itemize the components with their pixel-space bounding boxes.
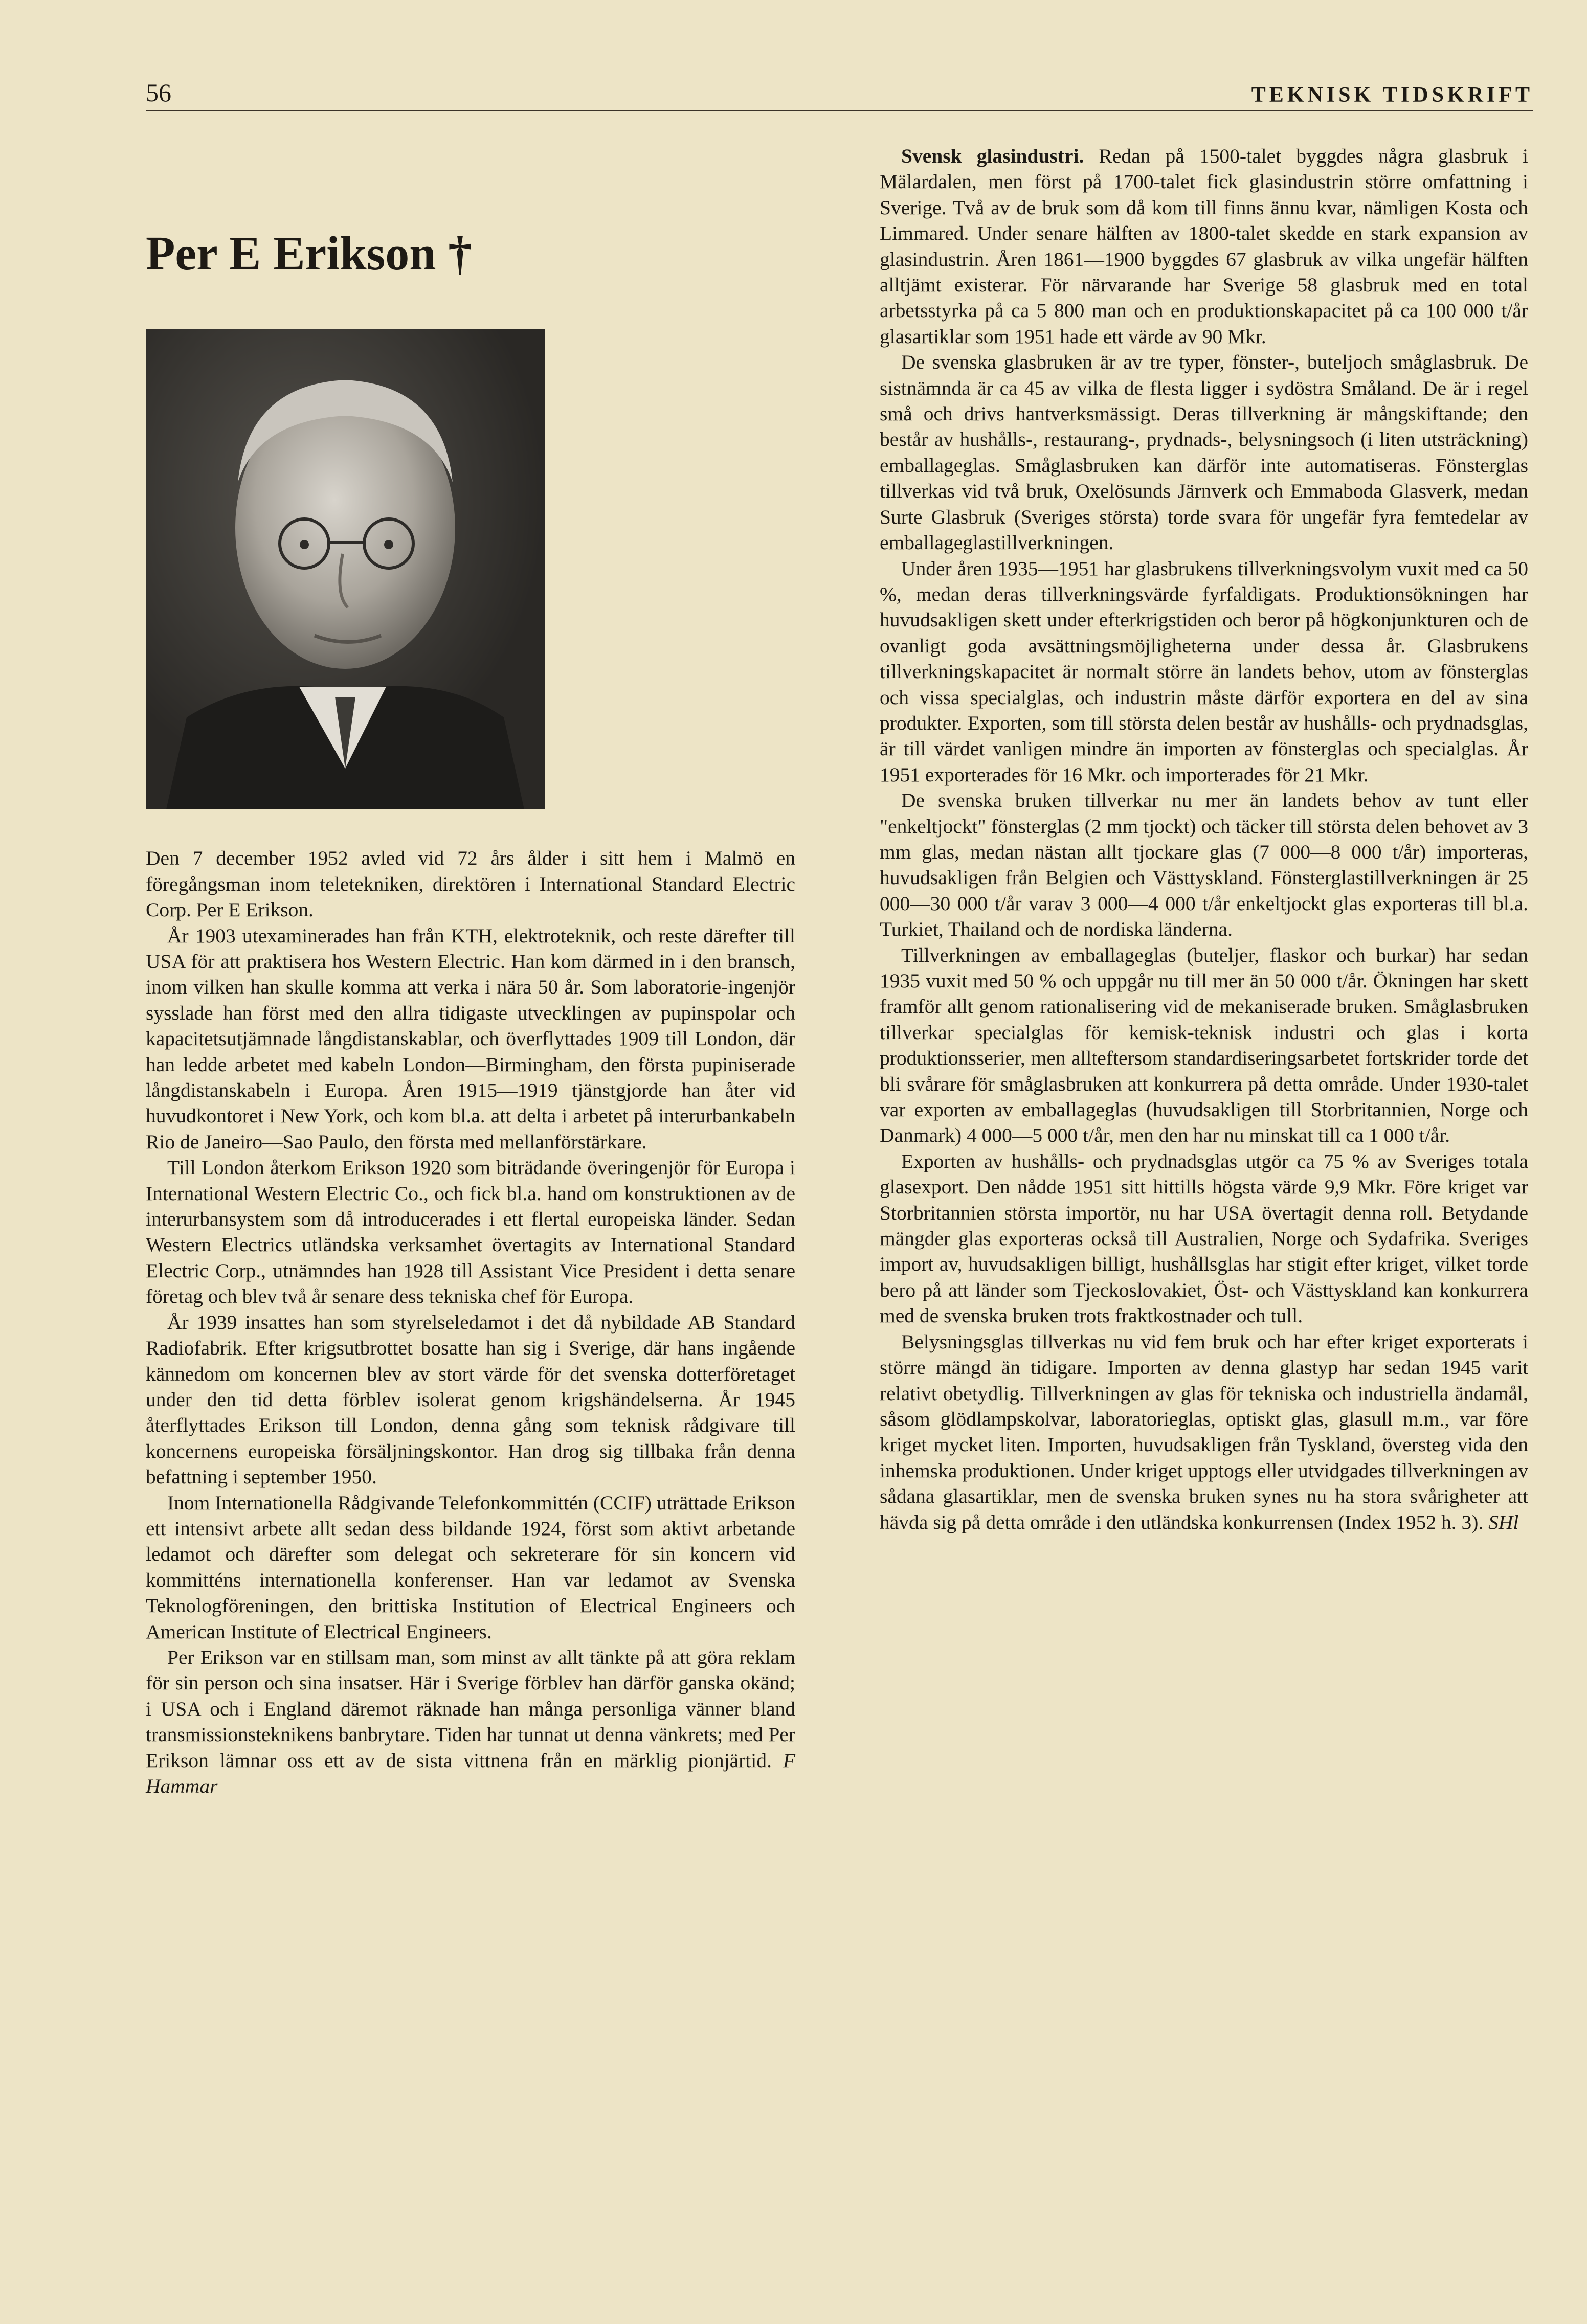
portrait-photo <box>146 329 545 809</box>
obituary-signature: F Hammar <box>146 1749 796 1798</box>
obituary-paragraph: Per Erikson var en stillsam man, som minst av allt tänkte på att göra reklam för sin person och sina insatser. Här i Sverige förblev han därför ganska okänd; i USA och i England däremot räknade han många personliga vänner bland transmissionsteknikens banbrytare. Tiden har tunnat ut denna vänkrets; med Per Erikson lämnar oss ett av de sista vittnena från en märklig pionjärtid. <box>146 1645 795 1772</box>
header-rule <box>146 110 1533 111</box>
glass-article-body <box>880 143 1528 1535</box>
glass-paragraph: Tillverkningen av emballageglas (buteljer, flaskor och burkar) har sedan 1935 vuxit med 50 % och uppgår nu till mer än 50 000 t/år. Ökningen har skett framför allt genom rationalisering vid de mekaniserade bruken. Småglasbruken tillverkar specialglas för kemisk-teknisk industri och glas i korta produktionsserier, men allteftersom standardiseringsarbetet fortskrider torde det bli svårare för småglasbruken att konkurrera på detta område. Under 1930-talet var exporten av emballageglas (huvudsakligen till Storbritannien, Norge och Danmark) 4 000—5 000 t/år, men den har nu minskat till ca 1 000 t/år. <box>880 943 1528 1147</box>
obituary-paragraph: Den 7 december 1952 avled vid 72 års ålder i sitt hem i Malmö en föregångsman inom teletekniken, direktören i International Standard Electric Corp. Per E Erikson. <box>146 847 795 921</box>
glass-article-column <box>880 143 1528 1535</box>
obituary-column <box>146 133 795 1799</box>
page-header <box>146 66 1533 107</box>
obituary-paragraph: År 1903 utexaminerades han från KTH, elektroteknik, och reste därefter till USA för att praktisera hos Western Electric. Han kom därmed in i den bransch, inom vilken han skulle komma att verka i nära 50 år. Som laboratorie-ingenjör sysslade han först med den allra tidigaste utvecklingen av pupinspolar och kapacitetsutjämnade långdistanskablar, och överflyttades 1909 till London, där han ledde arbetet med kabeln London—Birmingham, den första pupiniserade långdistanskabeln i Europa. Åren 1915—1919 tjänstgjorde han åter vid huvudkontoret i New York, och kom bl.a. att delta i arbetet på interurbankabeln Rio de Janeiro—Sao Paulo, den första med mellanförstärkare. <box>146 924 795 1153</box>
obituary-last-paragraph <box>146 1644 795 1799</box>
glass-paragraph: De svenska bruken tillverkar nu mer än landets behov av tunt eller "enkeltjockt" fönsterglas (2 mm tjockt) och täcker till största delen behovet av 3 mm glas, medan nästan allt tjockare glas (7 000—8 000 t/år) importeras, huvudsakligen från Belgien och Västtyskland. Fönsterglastillverkningen är 25 000—30 000 t/år varav 3 000—4 000 t/år enkeltjockt glas exporteras till bl.a. Turkiet, Thailand och de nordiska länderna. <box>880 789 1528 941</box>
glass-article-heading: Svensk glasindustri. <box>901 145 1084 167</box>
obituary-body <box>146 845 795 1799</box>
glass-intro-paragraph <box>880 143 1528 349</box>
portrait-figure <box>146 329 545 809</box>
journal-title: TEKNISK TIDSKRIFT <box>1251 83 1533 107</box>
glass-paragraph: Belysningsglas tillverkas nu vid fem bruk och har efter kriget exporterats i större mängd än tidigare. Importen av denna glastyp har sedan 1945 varit relativt obetydlig. Tillverkningen av glas för tekniska och industriella ändamål, såsom glödlampskolvar, laboratorieglas, optiskt glas, glasull m.m., var före kriget mycket liten. Importen, huvudsakligen från Tyskland, översteg vida den inhemska produktionen. Under kriget upptogs eller utvidgades tillverkningen av sådana glasartiklar, men de svenska bruken synes nu ha stora svårigheter att hävda sig på detta område i den utländska konkurrensen (Index 1952 h. 3). <box>880 1330 1528 1533</box>
glass-last-paragraph <box>880 1329 1528 1535</box>
obituary-paragraph: Inom Internationella Rådgivande Telefonkommittén (CCIF) uträttade Erikson ett intensivt arbete allt sedan dess bildande 1924, först som aktivt arbetande ledamot och därefter som delegat och sekreterare för sin koncern vid kommitténs internationella konferenser. Han var ledamot av Svenska Teknologföreningen, den brittiska Institution of Electrical Engineers och American Institute of Electrical Engineers. <box>146 1491 795 1643</box>
page-number: 56 <box>146 78 171 107</box>
glass-signature: SHl <box>1488 1510 1519 1533</box>
glass-paragraph: De svenska glasbruken är av tre typer, fönster-, buteljoch småglasbruk. De sistnämnda är ca 45 av vilka de flesta ligger i sydöstra Småland. De är i regel små och drivs hantverksmässigt. Deras tillverkning är mångskiftande; den består av hushålls-, restaurang-, prydnads-, belysningsoch (i liten utsträckning) emballageglas. Småglasbruken kan därför inte automatiseras. Fönsterglas tillverkas vid två bruk, Oxelösunds Järnverk och Emmaboda Glasverk, medan Surte Glasbruk (Sveriges största) torde svara för ungefär fyra femtedelar av emballageglastillverkningen. <box>880 351 1528 554</box>
glass-paragraph: Under åren 1935—1951 har glasbrukens tillverkningsvolym vuxit med ca 50 %, medan deras tillverkningsvärde fyrfaldigats. Produktionsökningen har huvudsakligen skett under efterkrigstiden och beror på högkonjunkturen och de ovanligt goda avsättningsmöjligheterna under dessa år. Glasbrukens tillverkningskapacitet är normalt större än landets behov, utom av fönsterglas och vissa specialglas, och industrin måste därför exportera en del av sina produkter. Exporten, som till största delen består av hushålls- och prydnadsglas, är till värdet vanligen mindre än importen av fönsterglas och specialglas. År 1951 exporterades för 16 Mkr. och importerades för 21 Mkr. <box>880 557 1528 786</box>
obituary-paragraph: År 1939 insattes han som styrelseledamot i det då nybildade AB Standard Radiofabrik. Efter krigsutbrottet bosatte han sig i Sverige, där hans ingående kännedom om koncernen blev av stort värde för det svenska dotterföretaget under den tid detta förblev isolerat genom krigshändelserna. År 1945 återflyttades Erikson till London, denna gång som teknisk rådgivare till koncernens europeiska försäljningskontor. Han drog sig tillbaka från denna befattning i september 1950. <box>146 1311 795 1488</box>
glass-paragraph: Exporten av hushålls- och prydnadsglas utgör ca 75 % av Sveriges totala glasexport. Den nådde 1951 sitt hittills högsta värde 9,9 Mkr. Före kriget var Storbritannien största importör, nu har USA övertagit denna roll. Betydande mängder glas exporteras också till Australien, Norge och Sydafrika. Sveriges import av, huvudsakligen billigt, hushållsglas har stigit efter kriget, vilket torde bero på att länder som Tjeckoslovakiet, Öst- och Västtyskland kan konkurrera med de svenska bruken trots fraktkostnader och tull. <box>880 1149 1528 1327</box>
obituary-title: Per E Erikson † <box>146 227 473 280</box>
obituary-paragraph: Till London återkom Erikson 1920 som biträdande överingenjör för Europa i International Western Electric Co., och fick bl.a. hand om konstruktionen av de interurbansystem som då introducerades i ett flertal europeiska länder. Sedan Western Electrics utländska verksamhet övertagits av International Standard Electric Corp., utnämndes han 1928 till Assistant Vice President i detta senare företag och blev två år senare dess tekniska chef för Europa. <box>146 1156 795 1308</box>
glass-paragraph: Redan på 1500-talet byggdes några glasbruk i Mälardalen, men först på 1700-talet fick glasindustrin större omfattning i Sverige. Två av de bruk som då kom till finns ännu kvar, nämligen Kosta och Limmared. Under senare hälften av 1800-talet skedde en stark expansion av glasindustrin. Åren 1861—1900 byggdes 67 glasbruk av vilka ungefär hälften alltjämt existerar. För närvarande har Sverige 58 glasbruk med en total arbetsstyrka på ca 5 800 man och en produktionskapacitet på ca 100 000 t/år glasartiklar som 1951 hade ett värde av 90 Mkr. <box>880 145 1528 348</box>
